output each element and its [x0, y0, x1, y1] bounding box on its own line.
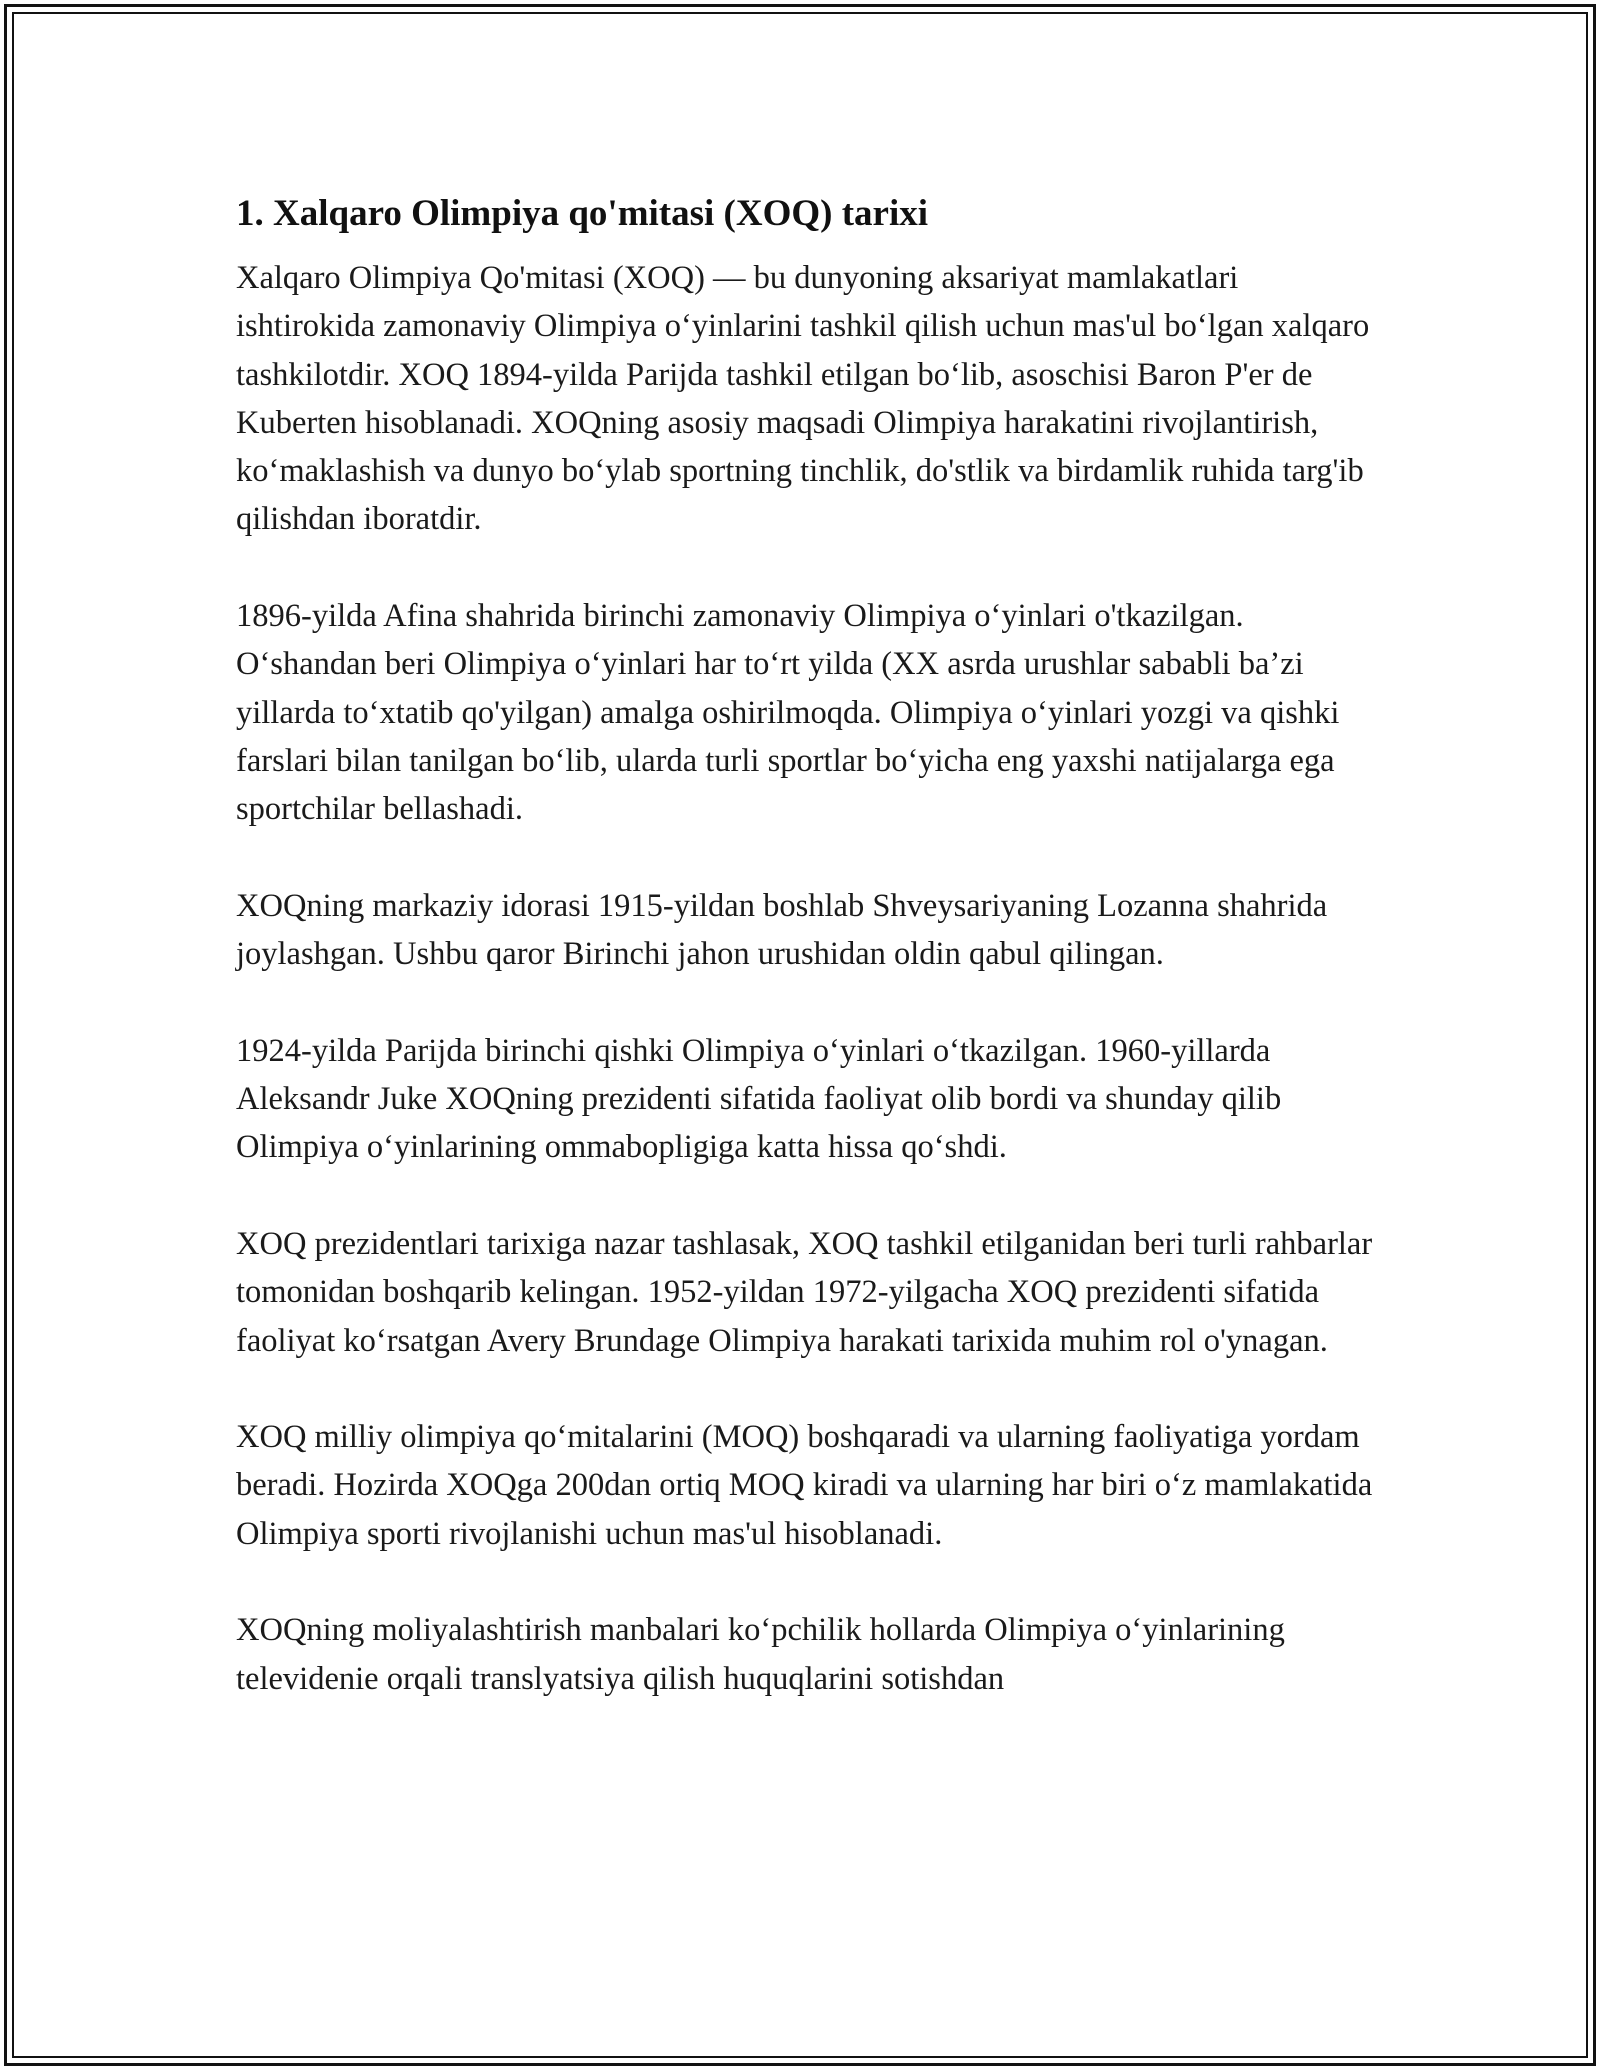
paragraph-7: XOQning moliyalashtirish manbalari ko‘pchilik hollarda Olimpiya o‘yinlarining televidenie orqali translyatsiya qilish huquqlarini sotishdan [236, 1612, 1285, 1697]
paragraph-1: Xalqaro Olimpiya Qo'mitasi (XOQ) — bu dunyoning aksariyat mamlakatlari ishtirokida zamonaviy Olimpiya o‘yinlarini tashkil qilish uchun mas'ul bo‘lgan xalqaro tashkilotdir. XOQ 1894-yilda Parijda tashkil etilgan bo‘lib, asoschisi Baron P'er de Kuberten hisoblanadi. XOQning asosiy maqsadi Olimpiya harakatini rivojlantirish, ko‘maklashish va dunyo bo‘ylab sportning tinchlik, do'stlik va birdamlik ruhida targ'ib qilishdan iboratdir. [236, 260, 1370, 538]
paragraph-5: XOQ prezidentlari tarixiga nazar tashlasak, XOQ tashkil etilganidan beri turli rahbarlar tomonidan boshqarib kelingan. 1952-yildan 1972-yilgacha XOQ prezidenti sifatida faoliyat ko‘rsatgan Avery Brundage Olimpiya harakati tarixida muhim rol o'ynagan. [236, 1225, 1373, 1359]
section-heading: 1. Xalqaro Olimpiya qo'mitasi (XOQ) tarixi [236, 193, 929, 234]
paragraph-3: XOQning markaziy idorasi 1915-yildan boshlab Shveysariyaning Lozanna shahrida joylashgan. Ushbu qaror Birinchi jahon urushidan oldin qabul qilingan. [236, 887, 1328, 973]
paragraph-4: 1924-yilda Parijda birinchi qishki Olimpiya o‘yinlari o‘tkazilgan. 1960-yillarda Aleksandr Juke XOQning prezidenti sifatida faoliyat olib bordi va shunday qilib Olimpiya o‘yinlarining ommabopligiga katta hissa qo‘shdi. [236, 1032, 1282, 1166]
paragraph-2: 1896-yilda Afina shahrida birinchi zamonaviy Olimpiya o‘yinlari o'tkazilgan. O‘shandan beri Olimpiya o‘yinlari har to‘rt yilda (XX asrda urushlar sababli ba’zi yillarda to‘xtatib qo'yilgan) amalga oshirilmoqda. Olimpiya o‘yinlari yozgi va qishki farslari bilan tanilgan bo‘lib, ularda turli sportlar bo‘yicha eng yaxshi natijalarga ega sportchilar bellashadi. [236, 598, 1340, 828]
paragraph-6: XOQ milliy olimpiya qo‘mitalarini (MOQ) boshqaradi va ularning faoliyatiga yordam beradi. Hozirda XOQga 200dan ortiq MOQ kiradi va ularning har biri o‘z mamlakatida Olimpiya sporti rivojlanishi uchun mas'ul hisoblanadi. [236, 1419, 1373, 1552]
document-body [236, 186, 1376, 1751]
